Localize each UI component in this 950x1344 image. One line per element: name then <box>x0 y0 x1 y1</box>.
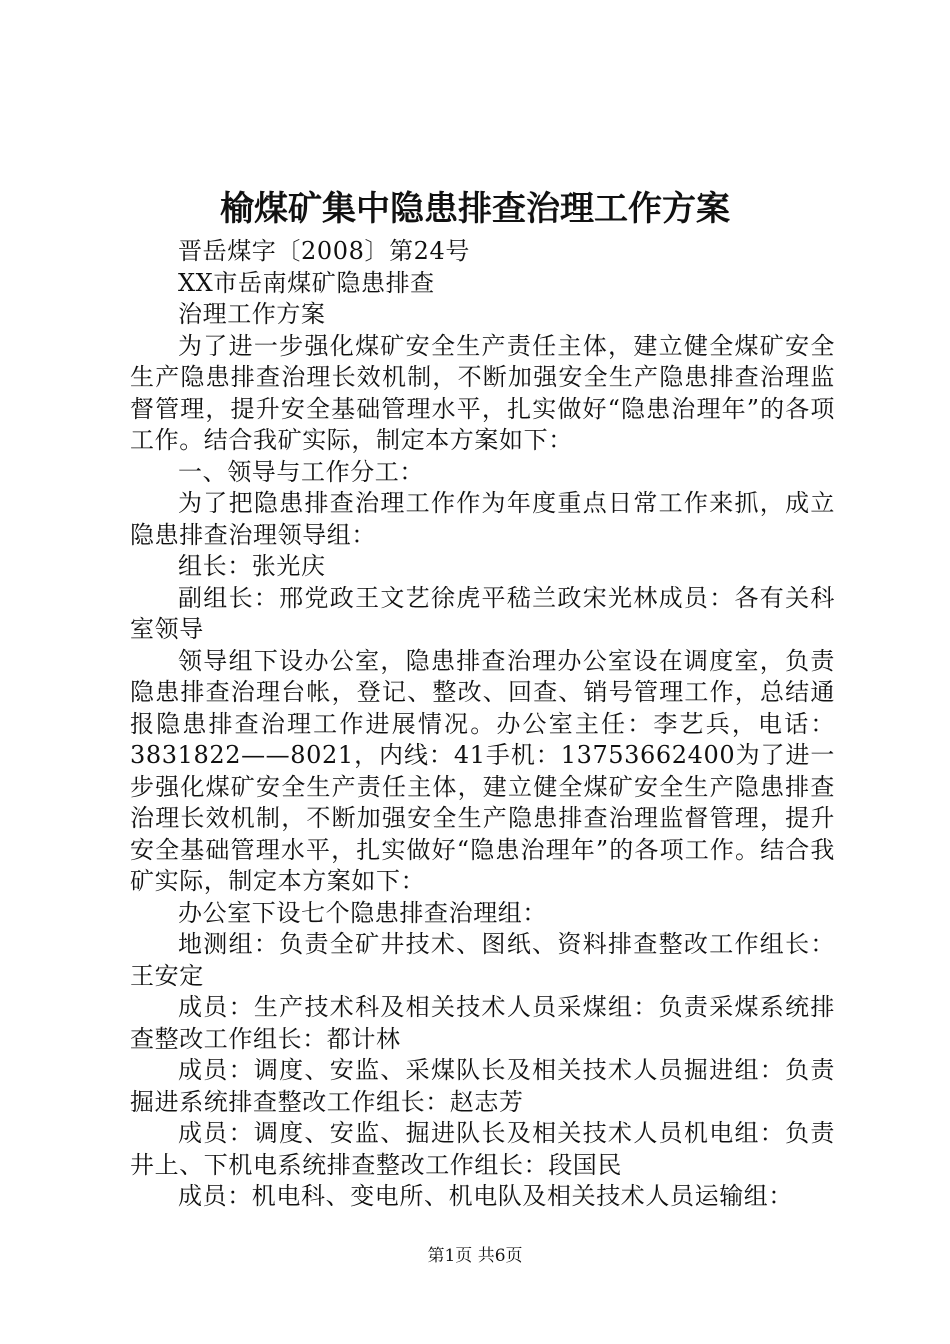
paragraph: 办公室下设七个隐患排查治理组： <box>178 898 547 927</box>
paragraph: 为了把隐患排查治理工作作为年度重点日常工作来抓，成立隐患排查治理领导组： <box>130 489 835 549</box>
paragraph: 成员：调度、安监、采煤队长及相关技术人员掘进组：负责掘进系统排查整改工作组长：赵志芳 <box>130 1056 835 1116</box>
paragraph: XX市岳南煤矿隐患排查 <box>178 268 435 297</box>
paragraph: 成员：机电科、变电所、机电队及相关技术人员运输组： <box>178 1182 793 1210</box>
document-body <box>130 236 835 1213</box>
paragraph: 副组长：邢党政王文艺徐虎平嵇兰政宋光林成员：各有关科室领导 <box>130 583 835 643</box>
paragraph: 一、领导与工作分工： <box>178 457 424 486</box>
paragraph: 成员：生产技术科及相关技术人员采煤组：负责采煤系统排查整改工作组长：都计林 <box>130 993 835 1053</box>
paragraph: 成员：调度、安监、掘进队长及相关技术人员机电组：负责井上、下机电系统排查整改工作组长：段国民 <box>130 1119 835 1179</box>
paragraph: 组长：张光庆 <box>178 552 326 580</box>
paragraph: 领导组下设办公室，隐患排查治理办公室设在调度室，负责隐患排查治理台帐，登记、整改、回查、销号管理工作，总结通报隐患排查治理工作进展情况。办公室主任：李艺兵，电话：3831822——8021，内线：41手机：13753662400为了进一步强化煤矿安全生产责任主体，建立健全煤矿安全生产隐患排查治理长效机制，不断加强安全生产隐患排查治理监督管理，提升安全基础管理水平，扎实做好“隐患治理年”的各项工作。结合我矿实际，制定本方案如下： <box>130 646 835 895</box>
page-footer: 第1页 共6页 <box>427 1246 523 1266</box>
paragraph: 治理工作方案 <box>178 300 326 328</box>
document-title: 榆煤矿集中隐患排查治理工作方案 <box>220 189 730 229</box>
paragraph: 地测组：负责全矿井技术、图纸、资料排查整改工作组长：王安定 <box>130 930 835 990</box>
paragraph: 晋岳煤字〔2008〕第24号 <box>178 237 471 265</box>
paragraph: 为了进一步强化煤矿安全生产责任主体，建立健全煤矿安全生产隐患排查治理长效机制，不断加强安全生产隐患排查治理监督管理，提升安全基础管理水平，扎实做好“隐患治理年”的各项工作。结合我矿实际，制定本方案如下： <box>130 331 835 454</box>
